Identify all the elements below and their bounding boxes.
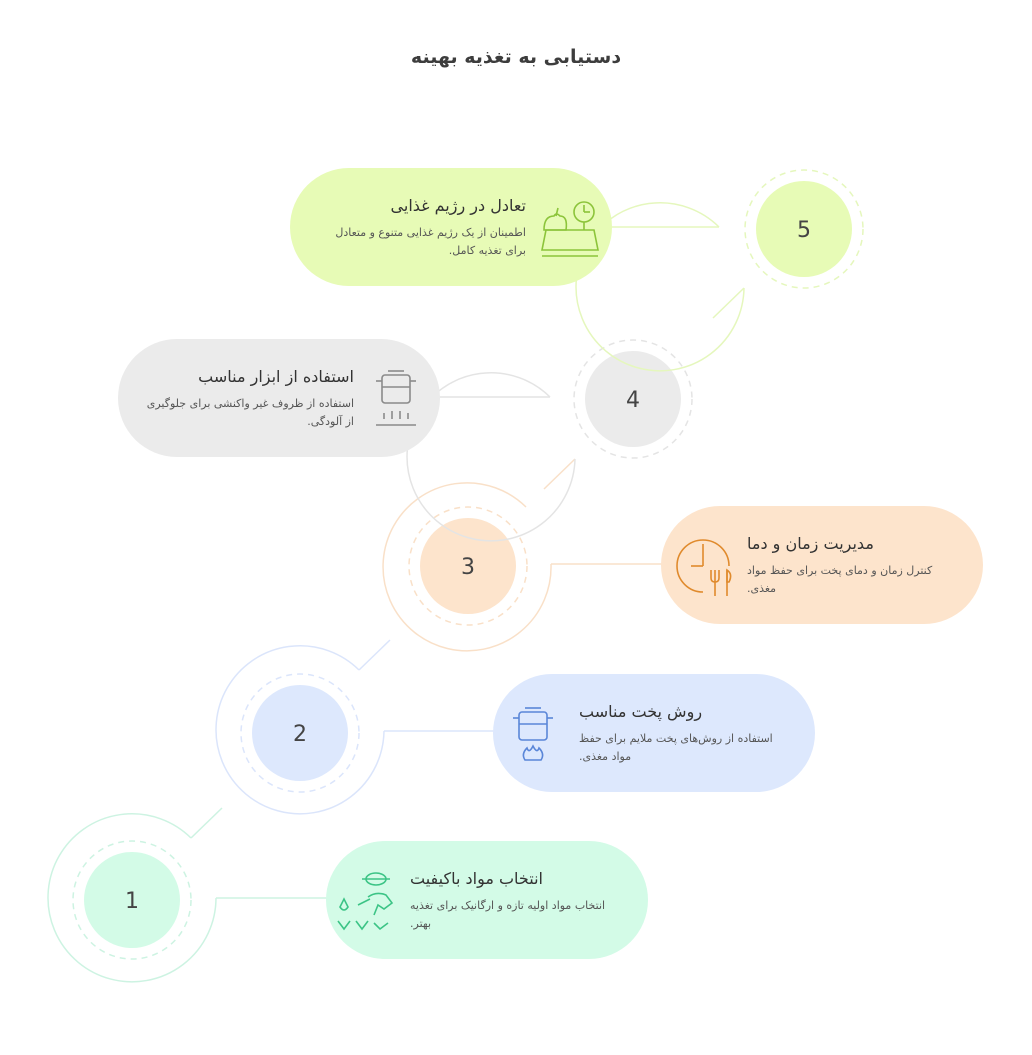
cooking-pot-icon <box>374 367 418 429</box>
step-5-node <box>576 170 863 371</box>
step-1-number: 1 <box>125 889 139 914</box>
step-2-title: روش پخت مناسب <box>579 702 703 721</box>
step-5-title: تعادل در رژیم غذایی <box>390 196 526 215</box>
page-title: دستیابی به تغذیه بهینه <box>410 46 622 68</box>
food-scale-icon <box>540 196 600 262</box>
step-4-description: استفاده از ظروف غیر واکنشی برای جلوگیری از آلودگی. <box>146 397 354 428</box>
step-4-card <box>118 339 440 457</box>
step-2-node <box>216 646 497 814</box>
step-1-title: انتخاب مواد باکیفیت <box>410 869 543 888</box>
step-2-description: استفاده از روش‌های پخت ملایم برای حفظ مواد مغذی. <box>579 732 773 763</box>
steaming-pot-icon <box>511 704 555 766</box>
step-2-number: 2 <box>293 722 307 747</box>
step-3-card <box>661 506 983 624</box>
step-3-description: کنترل زمان و دمای پخت برای حفظ مواد مغذی. <box>747 564 933 595</box>
step-5-description: اطمینان از یک رژیم غذایی متنوع و متعادل برای تغذیه کامل. <box>335 226 526 257</box>
step-4-title: استفاده از ابزار مناسب <box>198 367 354 386</box>
step-5-number: 5 <box>797 218 811 243</box>
step-4-number: 4 <box>626 388 640 413</box>
step-5-card <box>290 168 612 286</box>
step-1-node <box>48 814 330 982</box>
step-3-number: 3 <box>461 555 475 580</box>
step-1-description: انتخاب مواد اولیه تازه و ارگانیک برای تغذیه بهتر. <box>410 899 606 930</box>
step-3-title: مدیریت زمان و دما <box>747 534 874 553</box>
connector-1-2 <box>191 808 222 838</box>
farmer-harvest-icon <box>334 867 402 933</box>
connector-2-3 <box>359 640 390 670</box>
step-2-card <box>493 674 815 792</box>
clock-utensils-icon <box>673 536 735 598</box>
step-1-card <box>326 841 648 959</box>
